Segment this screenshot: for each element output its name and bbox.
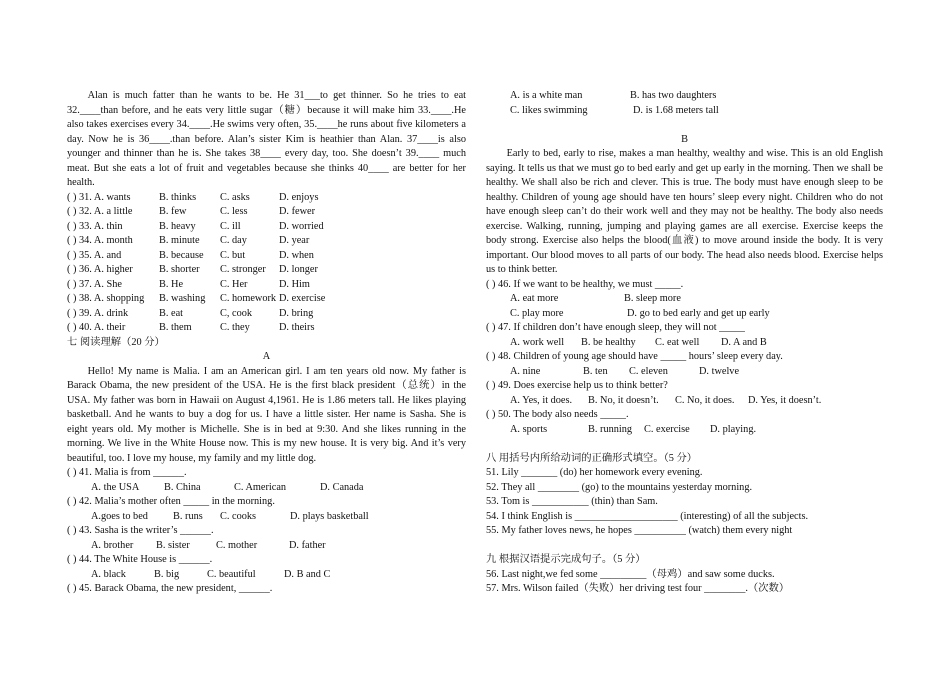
cloze-item: [67, 220, 466, 235]
cloze-item: [67, 249, 466, 264]
option-48a: A. nine: [510, 365, 541, 377]
cloze-option: B. because: [159, 249, 204, 261]
cloze-option: D. longer: [279, 264, 318, 275]
options-46-row1: [486, 292, 883, 307]
options-48: [486, 365, 883, 380]
option-46c: C. play more: [510, 307, 564, 319]
cloze-option: B. He: [159, 278, 184, 290]
options-43: [67, 539, 466, 554]
verb-form-item: 51. Lily _______ (do) her homework every evening.: [486, 467, 703, 478]
cloze-passage: Alan is much fatter than he wants to be. He 31___to get thinner. So he tries to eat 32.____than before, and he eats very little sugar（糖）because it will make him 33.____.He also takes exercises every 34.____.He swims very often, 35.____he runs about five kilometers a day. Now he is 36____.than before. Alan’s sister Kim is heathier than Alan. 37____is also younger and thinner than he is. She takes 38____ every day, too. She doesn’t 39.____ much meat. But she eats a lot of fruit and vegetables because she thinks 40____ are better for her health.: [67, 90, 466, 188]
option-47a: A. work well: [510, 336, 565, 348]
left-column: [67, 89, 466, 597]
section7-heading: 七 阅读理解（20 分）: [67, 336, 165, 348]
options-44: [67, 568, 466, 583]
option-41a: A. the USA: [91, 481, 140, 493]
option-44c: C. beautiful: [207, 568, 256, 580]
cloze-option: D. exercise: [279, 293, 326, 304]
cloze-option: D. enjoys: [279, 191, 319, 203]
cloze-option: B. thinks: [159, 191, 197, 203]
options-46-row2: [486, 307, 883, 322]
option-46d: D. go to bed early and get up early: [627, 307, 770, 319]
cloze-option: C. Her: [220, 278, 248, 290]
option-50a: A. sports: [510, 423, 548, 435]
option-49c: C. No, it does.: [675, 394, 735, 406]
option-50b: B. running: [588, 423, 633, 435]
cloze-item: [67, 191, 466, 206]
option-42d: D. plays basketball: [290, 510, 369, 522]
sentence-completion-item: 57. Mrs. Wilson failed（失败）her driving test four ________.（次数）: [486, 583, 790, 594]
option-42a: A.goes to bed: [91, 510, 148, 522]
option-43d: D. father: [289, 539, 326, 551]
option-44d: D. B and C: [284, 568, 331, 580]
section9-heading: 九 根据汉语提示完成句子。（5 分）: [486, 554, 646, 565]
cloze-item: [67, 234, 466, 249]
option-45d: D. is 1.68 meters tall: [633, 104, 719, 116]
question-41: ( ) 41. Malia is from ______.: [67, 467, 187, 478]
cloze-question: ( ) 34. A. month: [67, 235, 133, 246]
option-45b: B. has two daughters: [630, 90, 717, 101]
option-46a: A. eat more: [510, 293, 559, 304]
question-45: ( ) 45. Barack Obama, the new president, ______.: [67, 583, 273, 594]
options-50: [486, 423, 883, 438]
spacer: [486, 437, 883, 452]
cloze-question: ( ) 35. A. and: [67, 249, 122, 261]
option-49d: D. Yes, it doesn’t.: [748, 394, 822, 406]
question-46: ( ) 46. If we want to be healthy, we must _____.: [486, 278, 684, 290]
question-50: ( ) 50. The body also needs _____.: [486, 409, 629, 420]
cloze-question: ( ) 31. A. wants: [67, 191, 131, 203]
option-43a: A. brother: [91, 539, 134, 551]
section8-heading: 八 用括号内所给动词的正确形式填空。（5 分）: [486, 452, 698, 464]
option-49a: A. Yes, it does.: [510, 394, 573, 406]
options-42: [67, 510, 466, 525]
option-41d: D. Canada: [320, 481, 364, 493]
cloze-question: ( ) 39. A. drink: [67, 307, 129, 319]
cloze-option: D. Him: [279, 278, 310, 290]
cloze-question: ( ) 38. A. shopping: [67, 293, 145, 304]
cloze-question: ( ) 32. A. a little: [67, 206, 133, 217]
cloze-question: ( ) 40. A. their: [67, 322, 126, 333]
option-44a: A. black: [91, 568, 126, 580]
question-49: ( ) 49. Does exercise help us to think better?: [486, 380, 668, 391]
cloze-option: D. year: [279, 235, 310, 246]
cloze-option: C. day: [220, 235, 247, 246]
option-42b: B. runs: [173, 510, 203, 522]
option-47d: D. A and B: [721, 336, 767, 348]
option-49b: B. No, it doesn’t.: [588, 394, 659, 406]
cloze-item: [67, 307, 466, 322]
question-47: ( ) 47. If children don’t have enough sleep, they will not _____: [486, 322, 745, 333]
option-45c: C. likes swimming: [510, 104, 588, 116]
cloze-options-list: [67, 191, 466, 336]
passage-a: Hello! My name is Malia. I am an American girl. I am ten years old now. My father is Barack Obama, the new president of the USA. He is the first black president（总统）in the USA. My father was born in Hawaii on August 4,1961. He is 1.86 meters tall. He likes playing basketball. And he wants to buy a dog for us. I have a little sister. Her name is Sasha. She is eight years old. My mother is Michelle. She is in bed at 9:30. And she likes running in the morning. We live in the White House now. This is my new house. It is very big. And it’s very beautiful, too. I love my house, my family and my little dog.: [67, 365, 466, 464]
cloze-option: B. shorter: [159, 264, 200, 275]
spacer: [486, 118, 883, 133]
option-47b: B. be healthy: [581, 336, 636, 348]
cloze-item: [67, 321, 466, 336]
question-43: ( ) 43. Sasha is the writer’s ______.: [67, 525, 214, 536]
question-42: ( ) 42. Malia’s mother often _____ in the morning.: [67, 496, 275, 507]
option-48d: D. twelve: [699, 365, 740, 377]
options-41: [67, 481, 466, 496]
passage-b: Early to bed, early to rise, makes a man healthy, wealthy and wise. This is an old English saying. It tells us that we must go to bed early and get up early in the morning. Then we shall be healthy. We shall also be rich and clever. This is true. The body must have enough sleep to be healthy. Children of young age should have ten hours’ sleep every night. Children who do not have enough sleep can’t do their work well and they may not be healthy. The body also needs exercise. Walking, running, jumping and playing games are all exercise. Exercise keeps the body strong. Exercise also helps the blood(血液) to move around inside the body. It is very important. Our blood moves to all parts of our body. The head also needs blood. Exercise helps us to think better.: [486, 148, 883, 275]
cloze-item: [67, 278, 466, 293]
cloze-option: D. fewer: [279, 206, 316, 217]
cloze-option: C. stronger: [220, 264, 266, 275]
cloze-question: ( ) 37. A. She: [67, 278, 122, 290]
option-44b: B. big: [154, 568, 180, 580]
option-46b: B. sleep more: [624, 293, 681, 304]
verb-form-item: 54. I think English is ____________________ (interesting) of all the subjects.: [486, 510, 809, 522]
options-49: [486, 394, 883, 409]
question-44: ( ) 44. The White House is ______.: [67, 554, 213, 565]
cloze-option: B. washing: [159, 293, 206, 304]
cloze-option: D. theirs: [279, 322, 315, 333]
cloze-item: [67, 292, 466, 307]
cloze-option: D. when: [279, 249, 314, 261]
option-50c: C. exercise: [644, 423, 690, 435]
option-42c: C. cooks: [220, 510, 257, 522]
section8-list: [486, 466, 883, 539]
options-45-row2: [486, 104, 883, 119]
cloze-option: B. minute: [159, 235, 200, 246]
option-43c: C. mother: [216, 539, 258, 551]
passage-a-label: A: [262, 351, 271, 362]
spacer: [486, 539, 883, 554]
option-47c: C. eat well: [655, 336, 700, 348]
options-47: [486, 336, 883, 351]
verb-form-item: 55. My father loves news, he hopes __________ (watch) them every night: [486, 525, 793, 536]
cloze-option: C. homework: [220, 293, 277, 304]
cloze-option: B. them: [159, 322, 192, 333]
cloze-option: B. eat: [159, 307, 184, 319]
passage-b-label: B: [681, 133, 688, 145]
option-45a: A. is a white man: [510, 90, 583, 101]
cloze-option: C. ill: [220, 220, 241, 232]
option-48b: B. ten: [583, 365, 608, 377]
cloze-option: B. heavy: [159, 220, 196, 232]
option-43b: B. sister: [156, 539, 190, 551]
cloze-question: ( ) 36. A. higher: [67, 264, 133, 275]
cloze-option: C. they: [220, 322, 250, 333]
options-45-row1: [486, 89, 883, 104]
cloze-option: C. less: [220, 206, 248, 217]
verb-form-item: 53. Tom is ___________ (thin) than Sam.: [486, 496, 658, 507]
cloze-option: D. bring: [279, 307, 314, 319]
cloze-option: D. worried: [279, 220, 324, 232]
cloze-question: ( ) 33. A. thin: [67, 220, 123, 232]
cloze-option: C. asks: [220, 191, 250, 203]
section9-list: [486, 568, 883, 597]
sentence-completion-item: 56. Last night,we fed some _________（母鸡）and saw some ducks.: [486, 568, 775, 580]
cloze-option: C. but: [220, 249, 246, 261]
cloze-option: B. few: [159, 206, 187, 217]
right-column: [486, 89, 883, 597]
cloze-option: C, cook: [220, 307, 253, 319]
cloze-item: [67, 205, 466, 220]
option-48c: C. eleven: [629, 365, 668, 377]
option-41c: C. American: [234, 481, 287, 493]
question-48: ( ) 48. Children of young age should have _____ hours’ sleep every day.: [486, 351, 783, 362]
verb-form-item: 52. They all ________ (go) to the mountains yesterday morning.: [486, 481, 753, 493]
option-50d: D. playing.: [710, 423, 757, 435]
cloze-item: [67, 263, 466, 278]
option-41b: B. China: [164, 481, 201, 493]
